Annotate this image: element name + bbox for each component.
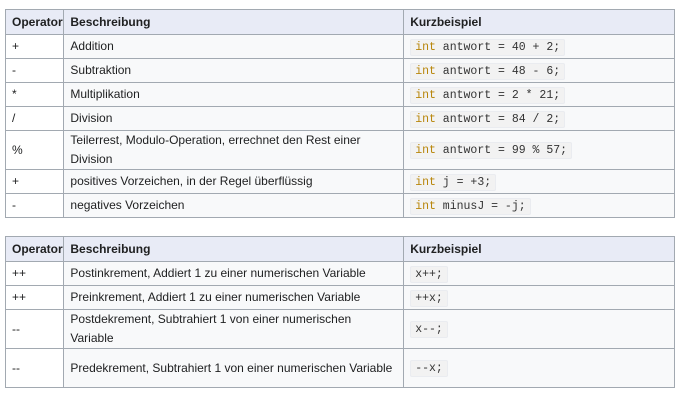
code-snippet [410, 198, 530, 215]
code-snippet [410, 174, 496, 191]
example-cell [404, 286, 675, 310]
code-snippet: ++x; [410, 290, 448, 307]
header-example: Kurzbeispiel [404, 10, 675, 35]
description-cell: Postdekrement, Subtrahiert 1 von einer numerischen Variable [64, 310, 404, 349]
description-cell: Subtraktion [64, 59, 404, 83]
operator-cell: ++ [6, 262, 64, 286]
description-cell: Multiplikation [64, 83, 404, 107]
example-cell [404, 262, 675, 286]
increment-operators-table [5, 236, 675, 388]
code-keyword: int [415, 112, 436, 126]
description-cell: Preinkrement, Addiert 1 zu einer numerischen Variable [64, 286, 404, 310]
code-text: antwort = 40 + 2; [435, 40, 561, 54]
code-text: antwort = 99 % 57; [435, 144, 568, 157]
table-row [6, 310, 675, 349]
code-snippet: --x; [410, 360, 448, 377]
example-cell [404, 310, 675, 349]
header-operator: Operator [6, 10, 64, 35]
code-text: antwort = 84 / 2; [435, 112, 561, 126]
table-row [6, 131, 675, 170]
table-header-row [6, 10, 675, 35]
operator-cell: + [6, 170, 64, 194]
table-row [6, 107, 675, 131]
table-row [6, 194, 675, 218]
description-cell: Division [64, 107, 404, 131]
code-text: minusJ = -j; [435, 199, 526, 213]
description-cell: negatives Vorzeichen [64, 194, 404, 218]
example-cell [404, 349, 675, 388]
description-cell: Teilerrest, Modulo-Operation, errechnet den Rest einer Division [64, 131, 404, 170]
code-snippet: x++; [410, 266, 448, 283]
table-row [6, 286, 675, 310]
table-row [6, 170, 675, 194]
code-snippet: x--; [410, 321, 448, 338]
example-cell [404, 131, 675, 170]
code-keyword: int [415, 88, 436, 102]
table-row [6, 83, 675, 107]
table-row [6, 262, 675, 286]
example-cell [404, 35, 675, 59]
code-keyword: int [415, 175, 436, 189]
description-cell: Postinkrement, Addiert 1 zu einer numerischen Variable [64, 262, 404, 286]
table-header-row [6, 237, 675, 262]
code-text: antwort = 48 - 6; [435, 64, 561, 78]
header-operator: Operator [6, 237, 64, 262]
example-cell [404, 107, 675, 131]
table-row [6, 59, 675, 83]
operator-cell: -- [6, 349, 64, 388]
code-text: antwort = 2 * 21; [435, 88, 561, 102]
description-cell: Addition [64, 35, 404, 59]
header-description: Beschreibung [64, 237, 404, 262]
table-row [6, 35, 675, 59]
operator-cell: - [6, 194, 64, 218]
operator-cell: ++ [6, 286, 64, 310]
code-keyword: int [415, 144, 436, 157]
operator-cell: -- [6, 310, 64, 349]
arithmetic-operators-table [5, 9, 675, 218]
header-example: Kurzbeispiel [404, 237, 675, 262]
operator-cell: + [6, 35, 64, 59]
operator-cell: % [6, 131, 64, 170]
header-description: Beschreibung [64, 10, 404, 35]
code-keyword: int [415, 199, 436, 213]
example-cell [404, 194, 675, 218]
code-keyword: int [415, 64, 436, 78]
code-snippet [410, 63, 565, 80]
code-snippet [410, 87, 565, 104]
table-row [6, 349, 675, 388]
code-snippet [410, 39, 565, 56]
operator-cell: * [6, 83, 64, 107]
operator-cell: / [6, 107, 64, 131]
description-cell: positives Vorzeichen, in der Regel überflüssig [64, 170, 404, 194]
description-cell: Predekrement, Subtrahiert 1 von einer numerischen Variable [64, 349, 404, 388]
code-snippet [410, 111, 565, 128]
code-keyword: int [415, 40, 436, 54]
example-cell [404, 59, 675, 83]
code-snippet [410, 142, 572, 159]
example-cell [404, 83, 675, 107]
code-text: j = +3; [435, 175, 492, 189]
example-cell [404, 170, 675, 194]
operator-cell: - [6, 59, 64, 83]
